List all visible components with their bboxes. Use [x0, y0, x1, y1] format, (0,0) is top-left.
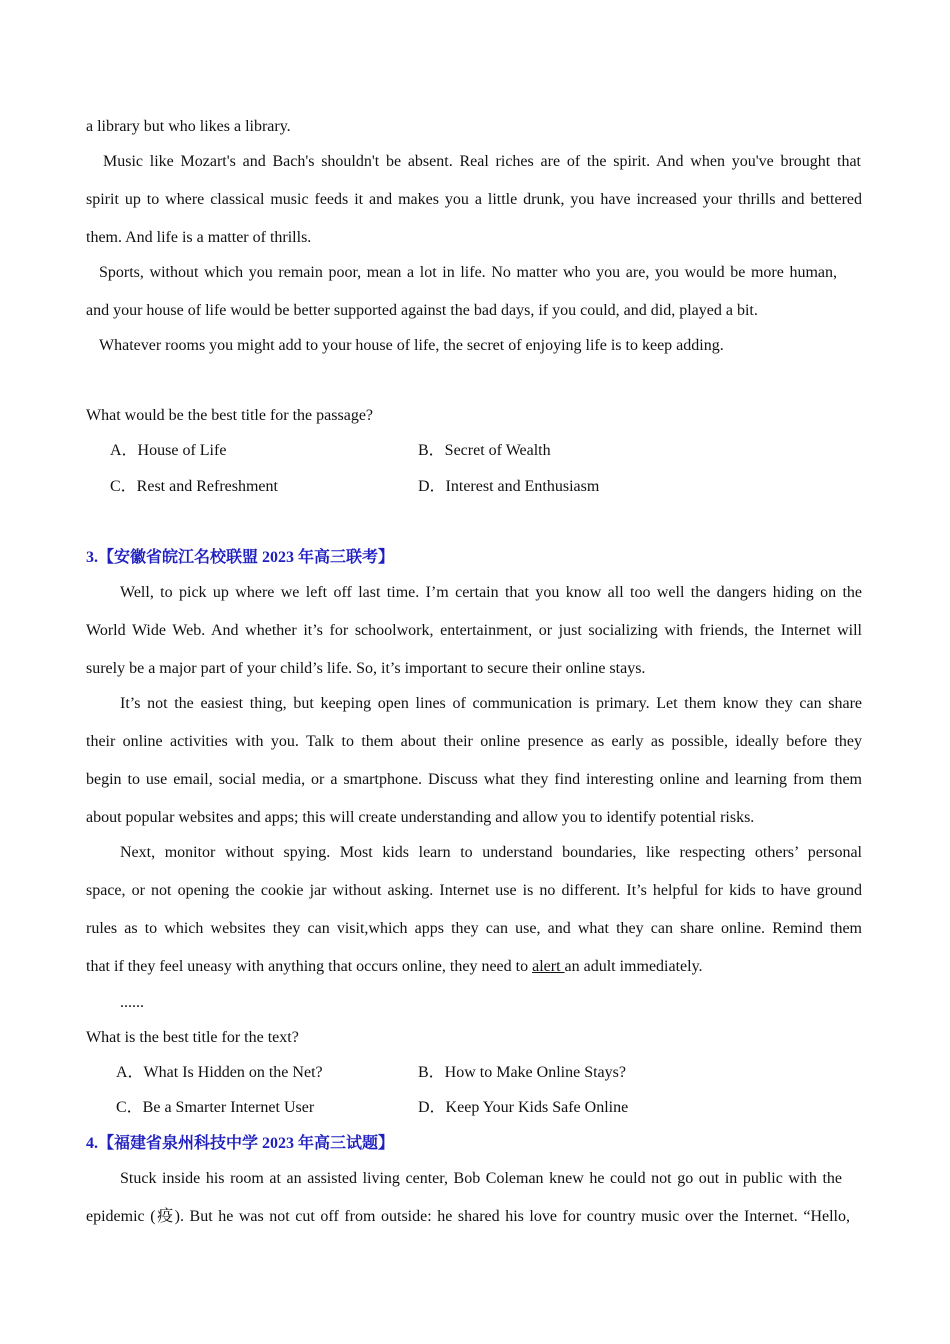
passage-line: their online activities with you. Talk to them about their online presence as early as possible, ideally before they: [86, 733, 862, 750]
section-heading: 3.【安徽省皖江名校联盟 2023 年高三联考】: [86, 549, 395, 566]
passage-line: It’s not the easiest thing, but keeping open lines of communication is primary. Let them know they can share: [120, 695, 862, 712]
option-c[interactable]: C．Rest and Refreshment: [110, 478, 278, 495]
section-heading: 4.【福建省泉州科技中学 2023 年高三试题】: [86, 1135, 395, 1152]
passage-line: space, or not opening the cookie jar without asking. Internet use is no different. It’s helpful for kids to have ground: [86, 882, 862, 899]
line-text: an adult immediately.: [564, 958, 703, 975]
passage-line: about popular websites and apps; this will create understanding and allow you to identify potential risks.: [86, 809, 755, 826]
passage-line: [86, 957, 703, 977]
option-c[interactable]: C．Be a Smarter Internet User: [116, 1099, 315, 1116]
passage-line: Next, monitor without spying. Most kids learn to understand boundaries, like respecting others’ personal: [120, 844, 862, 861]
option-b[interactable]: B．How to Make Online Stays?: [418, 1064, 626, 1081]
passage-line: Whatever rooms you might add to your house of life, the secret of enjoying life is to keep adding.: [99, 337, 724, 354]
option-b[interactable]: B．Secret of Wealth: [418, 442, 551, 459]
option-d[interactable]: D．Interest and Enthusiasm: [418, 478, 600, 495]
passage-line: rules as to which websites they can visit,which apps they can use, and what they can share online. Remind them: [86, 920, 862, 937]
passage-line: Sports, without which you remain poor, mean a lot in life. No matter who you are, you would be more human,: [99, 264, 837, 281]
question-text: What is the best title for the text?: [86, 1029, 299, 1046]
passage-line: spirit up to where classical music feeds it and makes you a little drunk, you have increased your thrills and bettered: [86, 191, 862, 208]
passage-line: surely be a major part of your child’s life. So, it’s important to secure their online stays.: [86, 660, 646, 677]
passage-line: World Wide Web. And whether it’s for schoolwork, entertainment, or just socializing with friends, the Internet will: [86, 622, 862, 639]
option-d[interactable]: D．Keep Your Kids Safe Online: [418, 1099, 629, 1116]
passage-line: epidemic (疫). But he was not cut off from outside: he shared his love for country music over the Internet. “Hello,: [86, 1208, 850, 1225]
passage-line: begin to use email, social media, or a smartphone. Discuss what they find interesting online and learning from them: [86, 771, 862, 788]
passage-line: Music like Mozart's and Bach's shouldn't be absent. Real riches are of the spirit. And when you've brought that: [103, 153, 861, 170]
question-text: What would be the best title for the passage?: [86, 407, 374, 424]
ellipsis: ......: [120, 994, 144, 1011]
passage-line: a library but who likes a library.: [86, 118, 291, 135]
passage-line: Well, to pick up where we left off last time. I’m certain that you know all too well the dangers hiding on the: [120, 584, 862, 601]
passage-line: Stuck inside his room at an assisted living center, Bob Coleman knew he could not go out in public with the: [120, 1170, 842, 1187]
option-a[interactable]: A．House of Life: [110, 442, 227, 459]
underlined-word: alert: [532, 958, 565, 975]
option-a[interactable]: A．What Is Hidden on the Net?: [116, 1064, 323, 1081]
passage-line: them. And life is a matter of thrills.: [86, 229, 312, 246]
passage-line: and your house of life would be better supported against the bad days, if you could, and did, played a bit.: [86, 302, 758, 319]
line-text: that if they feel uneasy with anything that occurs online, they need to: [86, 958, 533, 975]
